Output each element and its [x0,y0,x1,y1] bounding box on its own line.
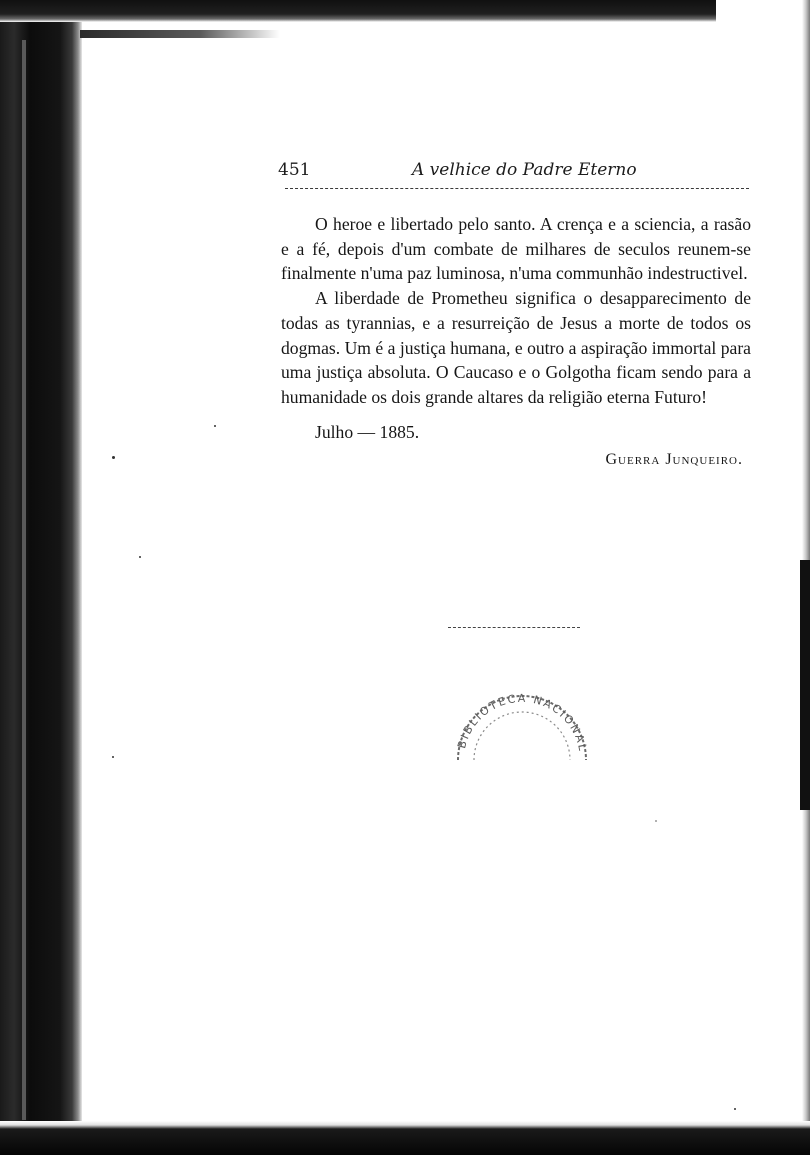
scan-edge-right-blot [800,560,810,810]
paragraph: A liberdade de Prometheu significa o desapparecimento de todas as tyrannias, e a resurreição de Jesus a morte de todos os dogmas. Um é a justiça humana, e outro a aspiração immortal para uma justiça absoluta. O Caucaso e o Golgotha ficam sendo para a humanidade os dois grande altares da religião eterna Futuro! [281,288,751,407]
page-number: 451 [278,160,311,180]
paragraph: O heroe e libertado pelo santo. A crença e a sciencia, a rasão e a fé, depois d'um combate de milhares de seculos reunem-se finalmente n'uma paz luminosa, n'uma communhão indestructivel. [281,214,751,284]
running-head [278,158,752,186]
author-signature: Guerra Junqueiro. [605,451,743,469]
scan-speck [655,820,657,822]
scan-edge-top-strip [80,30,280,38]
binding-shadow-left [0,0,82,1155]
scan-speck [214,425,216,427]
library-stamp [448,664,596,774]
svg-text:BIBLIOTECA NACIONAL [455,692,589,753]
date-line: Julho — 1885. [315,421,420,442]
scan-speck [734,1108,736,1110]
end-rule [448,627,580,628]
stamp-text: BIBLIOTECA NACIONAL [455,691,590,754]
header-title: A velhice do Padre Eterno [412,160,637,180]
header-rule [285,188,749,189]
scan-speck [112,756,114,758]
scan-edge-bottom [0,1121,810,1155]
scan-edge-top [0,0,716,22]
scan-speck [139,556,141,558]
binding-shadow-line [22,40,26,1120]
scan-speck [112,456,115,459]
body-text [281,212,751,473]
